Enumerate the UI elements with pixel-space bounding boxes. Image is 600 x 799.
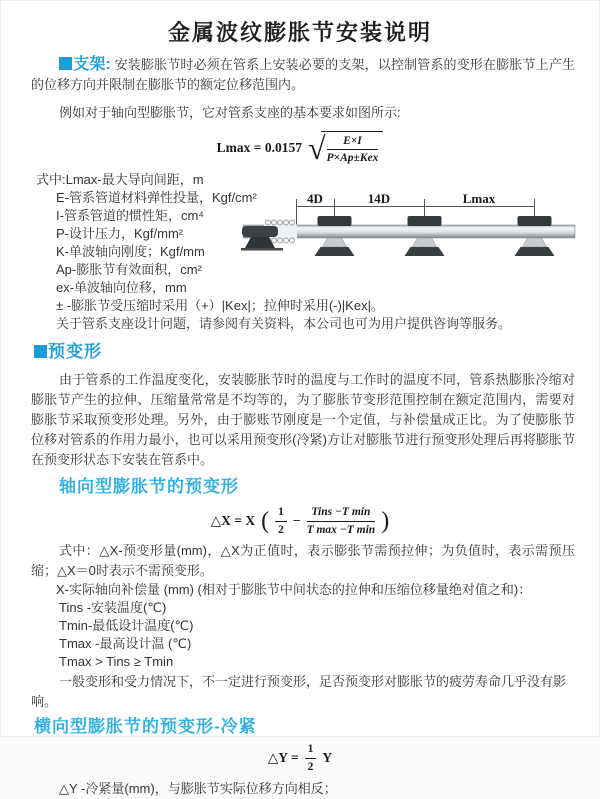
preform-heading-label: 预变形 [48, 342, 102, 361]
half-numerator: 1 [305, 742, 317, 758]
preform-body-paragraph: 由于管系的工作温度变化，安装膨胀节时的温度与工作时的温度不同，管系热膨胀冷缩对膨胀节产生的拉伸、压缩量常常是不均等的，为了膨胀节变形范围控制在额定范围内，需要对膨胀节采取预变形处理。另外，由于膨账节刚度是一个定值，与补偿量成正比。为了使膨胀节位移对管系的作用力最小，也可以采用预变形(冷紧)方让对膨胀节进行预变形处理后再将膨胀节在预变形状态下安装在管系中。 [31, 372, 575, 467]
lateral-subheading: 横向型膨胀节的预变形-冷紧 [34, 717, 257, 736]
axial-note-line: 一般变形和受力情况下，不一定进行预变形，足否预变形对膨胀节的疲劳寿命几乎没有影响。 [31, 674, 567, 709]
support-example-line: 例如对于轴向型膨胀节，它对管系支座的基本要求如图所示: [59, 105, 401, 120]
lmax-formula-lhs: Lmax = 0.0157 [216, 140, 302, 155]
one-half-fraction [305, 742, 317, 774]
definition-line: 关于管系支座设计问题，请参阅有关资料，本公司也可为用户提供咨询等服务。 [56, 316, 512, 331]
lmax-formula [1, 131, 599, 165]
axial-definitions [56, 581, 599, 671]
definition-line: ex-单波轴向位移，mm [56, 280, 187, 295]
temp-denominator: T max −T min [306, 523, 376, 536]
dim-label-14d: 14D [367, 191, 391, 206]
support-heading-label: 支架: [73, 56, 111, 73]
support-section-heading [59, 56, 111, 73]
blue-square-icon [59, 57, 72, 70]
definition-line: P-设计压力，Kgf/mm² [56, 226, 184, 241]
support-intro-paragraph [31, 55, 575, 95]
open-paren: ( [261, 508, 270, 534]
half-denominator: 2 [307, 760, 314, 773]
radical [308, 131, 383, 166]
pipe-support-diagram [239, 191, 584, 269]
minus-sign: − [292, 513, 301, 528]
lateral-formula [1, 743, 599, 773]
temp-line: Tmin-最低设计温度(℃) [59, 618, 194, 633]
temperature-fraction [307, 505, 376, 537]
temp-line: Tmax -最高设计温 (℃) [59, 636, 192, 651]
close-paren: ) [381, 508, 390, 534]
axial-explain-paragraph: 式中：△X-预变形量(mm)，△X为正值时，表示膨张节需预拉伸；为负值时，表示需预压缩；△X＝0时表示不需预变形。 [31, 543, 575, 578]
axial-formula [1, 503, 599, 539]
half-numerator: 1 [275, 505, 287, 521]
lmax-fraction [327, 134, 379, 166]
axial-subheading: 轴向型膨胀节的预变形 [59, 477, 239, 496]
definition-line: ± -膨胀节受压缩时采用（+）|Kex|；拉伸时采用(-)|Kex|。 [56, 298, 384, 313]
lateral-formula-lhs: △Y = [267, 750, 299, 765]
lateral-note-line: △Y -冷紧量(mm)，与膨胀节实际位移方向相反； [59, 781, 337, 796]
one-half-fraction [275, 505, 287, 537]
definition-line: Ap-膨胀节有效面积，cm² [56, 262, 202, 277]
radical-body [321, 131, 384, 166]
definition-line: I-管系管道的惯性矩，cm⁴ [56, 208, 204, 223]
lmax-fraction-numerator: E×I [327, 134, 379, 150]
support-intro-text: 安装膨胀节时必须在管系上安装必要的支架，以控制管系的变形在膨胀节上产生的位移方向并限制在膨胀节的额定位移范围内。 [31, 57, 575, 92]
lmax-fraction-denominator: P×Ap±Kex [326, 152, 379, 164]
dim-label-lmax: Lmax [462, 191, 496, 206]
x-definition-line: X-实际轴向补偿量 (mm) (相对于膨胀节中间状态的拉伸和压缩位移量绝对值之和)： [56, 582, 532, 597]
definition-line: 式中:Lmax-最大导向间距，m [36, 172, 204, 187]
dim-label-4d: 4D [307, 191, 323, 206]
temp-line: Tins -安装温度(℃) [59, 600, 167, 615]
blue-square-icon [34, 345, 47, 358]
half-denominator: 2 [278, 523, 284, 536]
axial-formula-lhs: △X = X [210, 513, 256, 528]
temp-line: Tmax > Tins ≥ Tmin [59, 654, 174, 669]
lateral-formula-rhs: Y [322, 750, 333, 765]
definition-line: K-单波轴向刚度；Kgf/mm [56, 244, 205, 259]
radical-sign: √ [307, 130, 326, 166]
temp-numerator: Tins −T min [307, 505, 376, 521]
definition-line: E-管系管道材料弹性投量，Kgf/cm² [56, 190, 257, 205]
page-title: 金属波纹膨胀节安装说明 [167, 20, 432, 45]
preform-section-heading [34, 337, 599, 362]
